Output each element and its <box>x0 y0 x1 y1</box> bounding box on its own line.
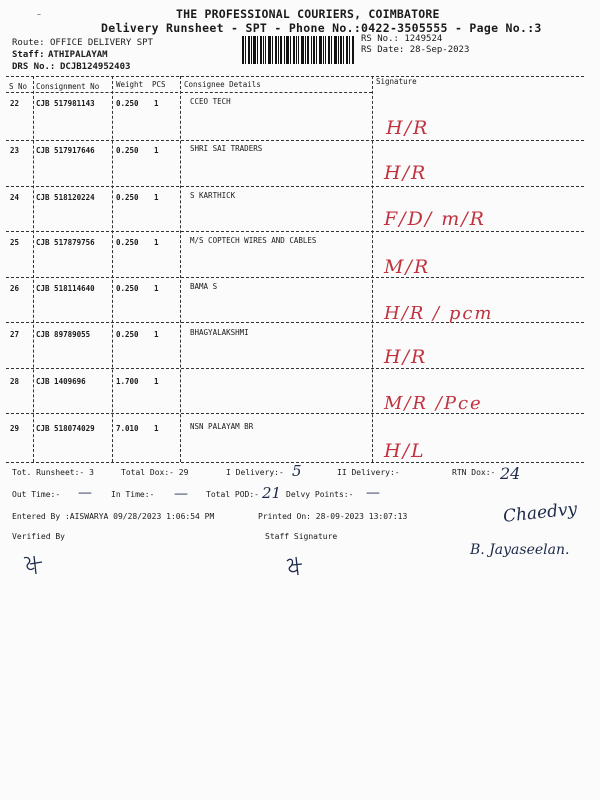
row-weight: 0.250 <box>116 193 139 202</box>
col-header-sno: S No <box>9 82 28 91</box>
row-weight: 1.700 <box>116 377 139 386</box>
row-signature: H/R <box>384 162 428 184</box>
col-divider <box>33 76 34 462</box>
row-signature: H/R <box>384 346 428 368</box>
runsheet-title: Delivery Runsheet - SPT - Phone No.:0422-3505555 - Page No.:3 <box>101 21 542 35</box>
row-rule <box>6 231 584 232</box>
staff-initials <box>283 553 307 579</box>
row-consignment: CJB 518114640 <box>36 284 95 293</box>
row-rule <box>6 413 584 414</box>
staff-label: Staff: <box>12 50 45 60</box>
row-sno: 24 <box>10 193 20 202</box>
corner-mark: ⁻ <box>36 12 43 23</box>
i-delivery-value: 5 <box>292 462 302 480</box>
row-weight: 0.250 <box>116 284 139 293</box>
row-signature: H/L <box>384 440 426 462</box>
drs-value: DCJB124952403 <box>60 62 131 72</box>
col-header-consignment: Consignment No <box>36 82 100 91</box>
row-sno: 22 <box>10 99 20 108</box>
row-rule <box>6 277 584 278</box>
row-consignee: M/S COPTECH WIRES AND CABLES <box>190 236 317 245</box>
row-signature: F/D/ m/R <box>384 208 486 230</box>
row-consignee: S KARTHICK <box>190 191 236 200</box>
staff-value: ATHIPALAYAM <box>48 50 108 60</box>
entered-by: Entered By :AISWARYA 09/28/2023 1:06:54 PM <box>12 512 215 521</box>
row-rule <box>6 322 584 323</box>
row-pcs: 1 <box>154 424 159 433</box>
verified-by: Verified By <box>12 532 65 541</box>
row-rule <box>6 140 584 141</box>
barcode <box>242 36 354 64</box>
row-pcs: 1 <box>154 193 159 202</box>
row-signature: H/R / pcm <box>384 303 494 324</box>
verifier-initials <box>20 552 48 578</box>
row-sno: 25 <box>10 238 20 247</box>
col-header-pcs: PCS <box>152 80 166 89</box>
col-header-signature: Signature <box>376 77 417 86</box>
row-pcs: 1 <box>154 377 159 386</box>
row-weight: 7.010 <box>116 424 139 433</box>
printed-on: Printed On: 28-09-2023 13:07:13 <box>258 512 408 521</box>
col-header-weight: Weight <box>116 80 144 89</box>
total-runsheet: Tot. Runsheet:- 3 <box>12 468 94 477</box>
total-pod-label: Total POD:- <box>206 490 259 499</box>
ii-delivery: II Delivery:- <box>337 468 400 477</box>
col-divider <box>372 76 373 462</box>
handwritten-name: B. Jayaseelan. <box>470 542 570 558</box>
row-consignee: SHRI SAI TRADERS <box>190 144 263 153</box>
staff-signature-label: Staff Signature <box>265 532 338 541</box>
route-value: OFFICE DELIVERY SPT <box>50 38 153 48</box>
row-sno: 26 <box>10 284 20 293</box>
row-consignment: CJB 517981143 <box>36 99 95 108</box>
row-weight: 0.250 <box>116 330 139 339</box>
row-rule <box>6 368 584 369</box>
route-label: Route: <box>12 38 45 48</box>
drs-label: DRS No.: <box>12 62 56 72</box>
rtn-dox-label: RTN Dox:- <box>452 468 496 477</box>
rs-date: RS Date: 28-Sep-2023 <box>361 45 470 55</box>
row-consignment: CJB 518074029 <box>36 424 95 433</box>
col-divider <box>180 76 181 462</box>
delvy-points-value: — <box>366 485 380 501</box>
row-consignment: CJB 517879756 <box>36 238 95 247</box>
row-weight: 0.250 <box>116 146 139 155</box>
row-weight: 0.250 <box>116 99 139 108</box>
row-pcs: 1 <box>154 238 159 247</box>
row-pcs: 1 <box>154 284 159 293</box>
row-consignee: BHAGYALAKSHMI <box>190 328 249 337</box>
row-consignee: NSN PALAYAM BR <box>190 422 254 431</box>
out-time: Out Time:- <box>12 490 61 499</box>
row-consignee: BAMA S <box>190 282 218 291</box>
row-pcs: 1 <box>154 330 159 339</box>
row-consignment: CJB 1409696 <box>36 377 86 386</box>
row-consignment: CJB 518120224 <box>36 193 95 202</box>
i-delivery-label: I Delivery:- <box>226 468 284 477</box>
in-time: In Time:- <box>111 490 155 499</box>
out-time-value: — <box>78 485 92 501</box>
row-signature: M/R <box>384 256 431 278</box>
row-consignment: CJB 89789055 <box>36 330 91 339</box>
row-sno: 29 <box>10 424 20 433</box>
row-sno: 28 <box>10 377 20 386</box>
handwritten-name: Chaedvy <box>502 499 579 527</box>
row-pcs: 1 <box>154 146 159 155</box>
row-consignee: CCEO TECH <box>190 97 231 106</box>
in-time-value: — <box>174 486 188 502</box>
row-signature: H/R <box>386 117 430 139</box>
col-header-consignee: Consignee Details <box>184 80 261 89</box>
table-header-rule <box>6 92 372 93</box>
company-name: THE PROFESSIONAL COURIERS, COIMBATORE <box>176 7 440 21</box>
row-consignment: CJB 517917646 <box>36 146 95 155</box>
row-signature: M/R /Pce <box>384 393 483 414</box>
total-pod-value: 21 <box>262 484 282 502</box>
row-weight: 0.250 <box>116 238 139 247</box>
delvy-points: Delvy Points:- <box>286 490 354 499</box>
row-rule <box>6 186 584 187</box>
total-dox: Total Dox:- 29 <box>121 468 189 477</box>
table-top-rule <box>6 76 584 77</box>
row-sno: 23 <box>10 146 20 155</box>
rs-number: RS No.: 1249524 <box>361 34 443 44</box>
row-pcs: 1 <box>154 99 159 108</box>
barcode-bars <box>242 36 354 64</box>
rtn-dox-value: 24 <box>500 464 521 483</box>
col-divider <box>112 76 113 462</box>
row-sno: 27 <box>10 330 20 339</box>
